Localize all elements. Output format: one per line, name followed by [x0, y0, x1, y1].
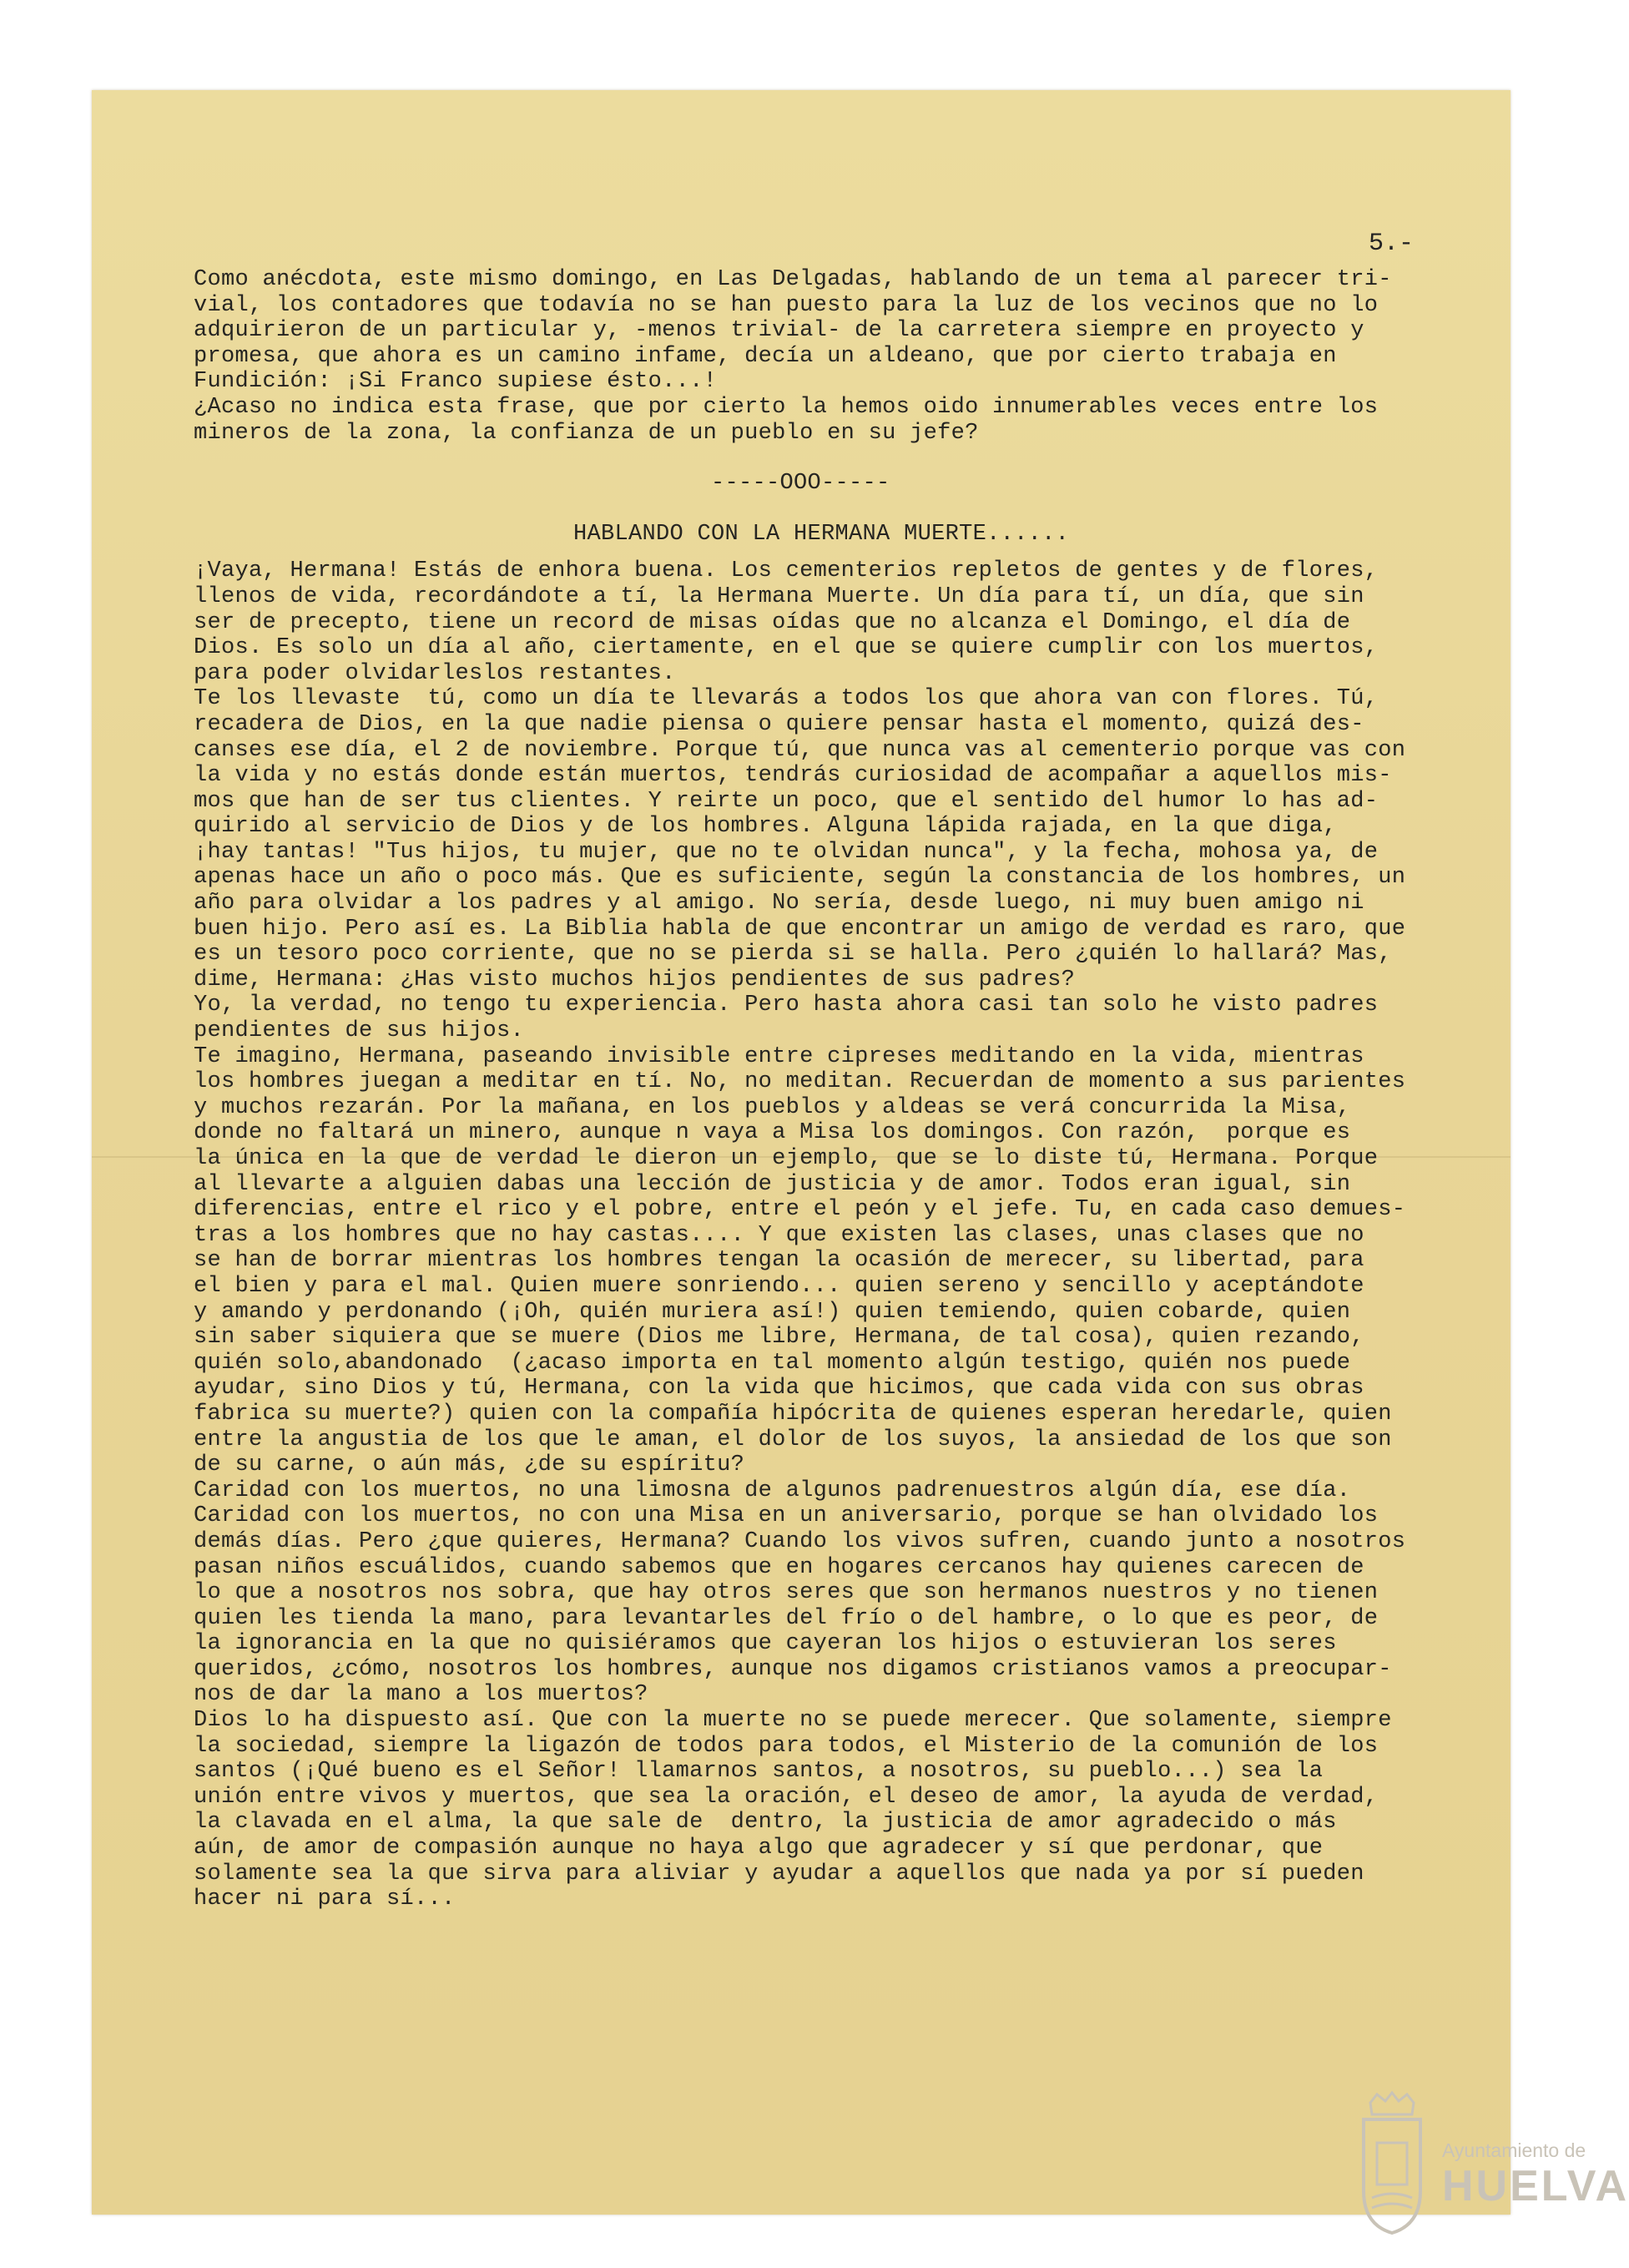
- text-line: Caridad con los muertos, no una limosna de algunos padrenuestros algún día, ese día.: [194, 1477, 1351, 1503]
- text-line: diferencias, entre el rico y el pobre, entre el peón y el jefe. Tu, en cada caso demues-: [194, 1197, 1406, 1223]
- text-line: pasan niños escuálidos, cuando sabemos que en hogares cercanos hay quienes carecen de: [194, 1554, 1364, 1580]
- text-line: apenas hace un año o poco más. Que es suficiente, según la constancia de los hombres, un: [194, 865, 1406, 891]
- text-line: la única en la que de verdad le dieron un ejemplo, que se lo diste tú, Hermana. Porque: [194, 1146, 1379, 1171]
- text-line: quirido al servicio de Dios y de los hombres. Alguna lápida rajada, en la que diga,: [194, 814, 1337, 840]
- text-line: y amando y perdonando (¡Oh, quién muriera así!) quien temiendo, quien cobarde, quien: [194, 1299, 1351, 1325]
- text-line: canses ese día, el 2 de noviembre. Porque tú, que nunca vas al cementerio porque vas con: [194, 737, 1406, 763]
- text-line: Como anécdota, este mismo domingo, en Las Delgadas, hablando de un tema al parecer tri-: [194, 267, 1392, 292]
- text-line: Te los llevaste tú, como un día te llevarás a todos los que ahora van con flores. Tú,: [194, 686, 1379, 712]
- text-line: los hombres juegan a meditar en tí. No, no meditan. Recuerdan de momento a sus parientes: [194, 1069, 1406, 1095]
- page-number: 5.-: [1369, 230, 1415, 258]
- text-line: fabrica su muerte?) quien con la compañía hipócrita de quienes esperan heredarle, quien: [194, 1401, 1392, 1427]
- text-line: Caridad con los muertos, no con una Misa en un aniversario, porque se han olvidado los: [194, 1503, 1379, 1529]
- text-line: Te imagino, Hermana, paseando invisible entre cipreses meditando en la vida, mientras: [194, 1043, 1364, 1069]
- text-line: ¡hay tantas! "Tus hijos, tu mujer, que no te olvidan nunca", y la fecha, mohosa ya, de: [194, 839, 1379, 865]
- text-line: el bien y para el mal. Quien muere sonriendo... quien sereno y sencillo y aceptándote: [194, 1273, 1364, 1299]
- text-line: quién solo,abandonado (¿acaso importa en tal momento algún testigo, quién nos puede: [194, 1350, 1351, 1376]
- text-line: lo que a nosotros nos sobra, que hay otros seres que son hermanos nuestros y no tienen: [194, 1580, 1379, 1606]
- huelva-watermark-logo: [1352, 2091, 1629, 2241]
- text-line: vial, los contadores que todavía no se han puesto para la luz de los vecinos que no lo: [194, 292, 1379, 318]
- text-line: la ignorancia en la que no quisiéramos que cayeran los hijos o estuvieran los seres: [194, 1631, 1337, 1657]
- text-line: ayudar, sino Dios y tú, Hermana, con la vida que hicimos, que cada vida con sus obras: [194, 1376, 1364, 1402]
- spacer: [194, 446, 1462, 471]
- text-line: hacer ni para sí...: [194, 1887, 456, 1912]
- text-line: solamente sea la que sirva para aliviar y ayudar a aquellos que nada ya por sí pueden: [194, 1861, 1364, 1887]
- text-line: demás días. Pero ¿que quieres, Hermana? Cuando los vivos sufren, cuando junto a nosotros: [194, 1528, 1406, 1554]
- text-line: donde no faltará un minero, aunque n vaya a Misa los domingos. Con razón, porque es: [194, 1120, 1351, 1146]
- text-line: nos de dar la mano a los muertos?: [194, 1682, 648, 1708]
- text-line: queridos, ¿cómo, nosotros los hombres, aunque nos digamos cristianos vamos a preocupar-: [194, 1656, 1392, 1682]
- anecdote-paragraph: [194, 267, 1462, 446]
- text-line: mos que han de ser tus clientes. Y reirte un poco, que el sentido del humor lo has ad-: [194, 788, 1379, 814]
- text-line: Fundición: ¡Si Franco supiese ésto...!: [194, 369, 718, 395]
- text-line: para poder olvidarleslos restantes.: [194, 660, 676, 686]
- watermark-title: HUELVA: [1442, 2162, 1629, 2210]
- text-line: unión entre vivos y muertos, que sea la oración, el deseo de amor, la ayuda de verdad,: [194, 1784, 1379, 1810]
- typewritten-text: [194, 267, 1462, 1912]
- text-line: adquirieron de un particular y, -menos trivial- de la carretera siempre en proyecto y: [194, 318, 1364, 344]
- text-line: Dios. Es solo un día al año, ciertamente, en el que se quiere cumplir con los muertos,: [194, 635, 1379, 661]
- text-line: Yo, la verdad, no tengo tu experiencia. Pero hasta ahora casi tan solo he visto padres: [194, 993, 1379, 1018]
- text-line: dime, Hermana: ¿Has visto muchos hijos pendientes de sus padres?: [194, 967, 1076, 993]
- text-line: de su carne, o aún más, ¿de su espíritu?: [194, 1452, 745, 1478]
- spacer: [194, 497, 1462, 522]
- text-line: al llevarte a alguien dabas una lección de justicia y de amor. Todos eran igual, sin: [194, 1171, 1351, 1197]
- text-line: Dios lo ha dispuesto así. Que con la muerte no se puede merecer. Que solamente, siempre: [194, 1708, 1392, 1734]
- coat-of-arms-icon: [1352, 2091, 1432, 2237]
- text-line: ¡Vaya, Hermana! Estás de enhora buena. Los cementerios repletos de gentes y de flores,: [194, 558, 1379, 584]
- text-line: ¿Acaso no indica esta frase, que por cierto la hemos oido innumerables veces entre los: [194, 394, 1379, 420]
- text-line: se han de borrar mientras los hombres tengan la ocasión de merecer, su libertad, para: [194, 1248, 1364, 1274]
- text-line: llenos de vida, recordándote a tí, la Hermana Muerte. Un día para tí, un día, que sin: [194, 583, 1364, 609]
- text-line: recadera de Dios, en la que nadie piensa o quiere pensar hasta el momento, quizá des-: [194, 711, 1364, 737]
- text-line: la clavada en el alma, la que sale de dentro, la justicia de amor agradecido o más: [194, 1810, 1337, 1836]
- text-line: entre la angustia de los que le aman, el dolor de los suyos, la ansiedad de los que son: [194, 1427, 1392, 1452]
- text-line: ser de precepto, tiene un record de misas oídas que no alcanza el Domingo, el día de: [194, 609, 1351, 635]
- text-line: santos (¡Qué bueno es el Señor! llamarnos santos, a nosotros, su pueblo...) sea la: [194, 1759, 1324, 1785]
- article-body: [194, 558, 1462, 1912]
- watermark-subtitle: Ayuntamiento de: [1442, 2139, 1586, 2161]
- text-line: es un tesoro poco corriente, que no se pierda si se halla. Pero ¿quién lo hallará? Mas,: [194, 942, 1392, 967]
- text-line: mineros de la zona, la confianza de un pueblo en su jefe?: [194, 420, 979, 446]
- text-line: tras a los hombres que no hay castas.... Y que existen las clases, unas clases que no: [194, 1222, 1364, 1248]
- text-line: promesa, que ahora es un camino infame, decía un aldeano, que por cierto trabaja en: [194, 343, 1337, 369]
- text-line: año para olvidar a los padres y al amigo. No sería, desde luego, ni muy buen amigo ni: [194, 891, 1364, 917]
- text-line: la sociedad, siempre la ligazón de todos para todos, el Misterio de la comunión de los: [194, 1733, 1379, 1759]
- section-separator: -----OOO-----: [711, 471, 890, 497]
- text-line: aún, de amor de compasión aunque no haya algo que agradecer y sí que perdonar, que: [194, 1836, 1324, 1861]
- text-line: sin saber siquiera que se muere (Dios me libre, Hermana, de tal cosa), quien rezando,: [194, 1325, 1364, 1351]
- text-line: la vida y no estás donde están muertos, tendrás curiosidad de acompañar a aquellos mis-: [194, 763, 1392, 789]
- text-line: buen hijo. Pero así es. La Biblia habla de que encontrar un amigo de verdad es raro, que: [194, 916, 1406, 942]
- text-line: quien les tienda la mano, para levantarles del frío o del hambre, o lo que es peor, de: [194, 1605, 1379, 1631]
- article-title: HABLANDO CON LA HERMANA MUERTE......: [573, 521, 1070, 547]
- text-line: pendientes de sus hijos.: [194, 1018, 525, 1044]
- text-line: y muchos rezarán. Por la mañana, en los pueblos y aldeas se verá concurrida la Misa,: [194, 1094, 1351, 1120]
